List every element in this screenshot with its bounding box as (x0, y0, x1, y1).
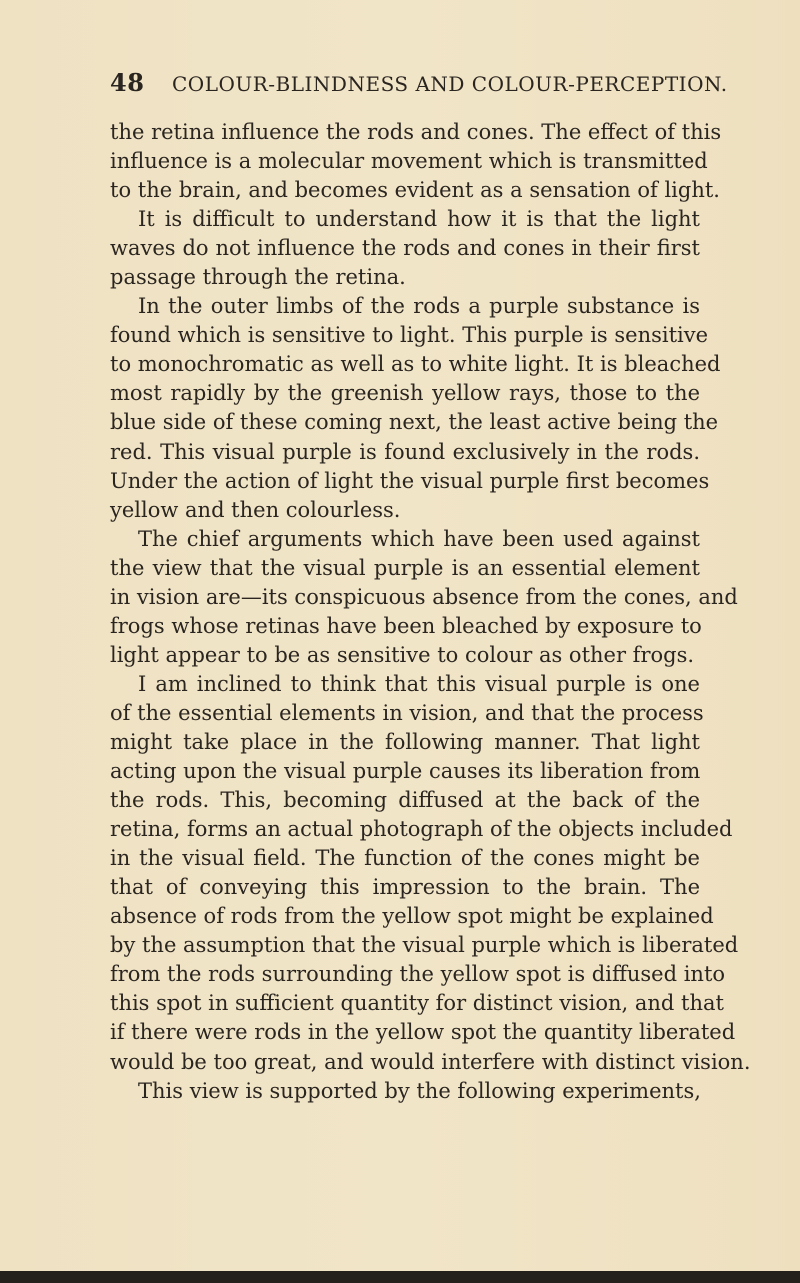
text-line: blue side of these coming next, the least active being the (110, 410, 719, 435)
text-line: in the visual field. The function of the cones might be (110, 846, 700, 871)
text-line: by the assumption that the visual purple which is liberated (110, 933, 739, 958)
text-line: retina, forms an actual photograph of the objects included (110, 817, 733, 842)
page-number: 48 (110, 68, 145, 97)
text-line: the rods. This, becoming diffused at the back of the (110, 788, 700, 813)
text-line: from the rods surrounding the yellow spot is diffused into (110, 962, 726, 987)
text-line: the view that the visual purple is an essential element (110, 555, 700, 580)
text-line: frogs whose retinas have been bleached by exposure to (110, 613, 702, 638)
text-line: to the brain, and becomes evident as a sensation of light. (110, 178, 720, 203)
scan-edge-bar (0, 1271, 800, 1283)
text-line: It is difficult to understand how it is that the light (138, 207, 700, 232)
text-line: the retina influence the rods and cones. The effect of this (110, 120, 722, 144)
text-line: this spot in sufficient quantity for distinct vision, and that (110, 991, 724, 1016)
text-line: The chief arguments which have been used against (138, 526, 700, 551)
text-line: Under the action of light the visual purple first becomes (110, 468, 710, 493)
text-line: In the outer limbs of the rods a purple substance is (138, 294, 700, 319)
text-line: absence of rods from the yellow spot might be explained (110, 904, 714, 929)
text-line: I am inclined to think that this visual purple is one (138, 671, 700, 696)
text-line: that of conveying this impression to the brain. The (110, 875, 700, 900)
text-line: if there were rods in the yellow spot the quantity liberated (110, 1020, 736, 1045)
text-line: passage through the retina. (110, 265, 406, 290)
text-line: influence is a molecular movement which is transmitted (110, 149, 708, 174)
text-line: yellow and then colourless. (110, 497, 401, 522)
text-line: found which is sensitive to light. This purple is sensitive (110, 323, 709, 348)
text-line: This view is supported by the following experiments, (138, 1078, 701, 1103)
page-header (110, 68, 728, 108)
text-line: in vision are—its conspicuous absence from the cones, and (110, 584, 738, 609)
text-line: red. This visual purple is found exclusively in the rods. (110, 439, 700, 464)
text-line: most rapidly by the greenish yellow rays, those to the (110, 381, 700, 406)
text-line: acting upon the visual purple causes its liberation from (110, 759, 701, 784)
text-line: to monochromatic as well as to white light. It is bleached (110, 352, 721, 377)
text-line: of the essential elements in vision, and that the process (110, 700, 704, 725)
body-text (110, 118, 751, 1106)
text-line: light appear to be as sensitive to colour as other frogs. (110, 642, 695, 667)
running-title: COLOUR-BLINDNESS AND COLOUR-PERCEPTION. (172, 72, 728, 96)
text-line: would be too great, and would interfere with distinct vision. (110, 1049, 751, 1074)
text-line: might take place in the following manner. That light (110, 729, 700, 754)
text-line: waves do not influence the rods and cones in their first (110, 236, 700, 261)
